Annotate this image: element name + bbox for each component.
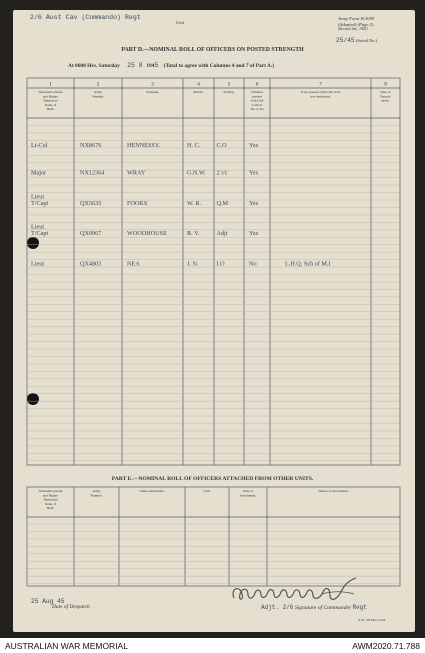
present-cell: No (249, 260, 257, 268)
total-note: (Total to agree with Columns 4 and 7 of Part A.) (163, 63, 275, 69)
number-cell: NX12364 (80, 169, 105, 177)
column-header-text: with Unit (250, 98, 264, 103)
rank-cell: T/Capt (31, 230, 49, 237)
unit-label: Unit (176, 20, 185, 25)
print-code: A.W. 3/6 Mar 12/44 (358, 618, 386, 622)
number-cell: NX8676 (80, 142, 102, 149)
serial-typed: 25/45 (336, 37, 355, 44)
column-header-text: Army (94, 90, 102, 94)
initials-cell: J. N. (187, 260, 199, 268)
rank-cell: T/Capt (31, 200, 49, 207)
initials-cell: R. V. (187, 230, 200, 237)
signature-line (261, 604, 367, 611)
caption-left: AUSTRALIAN WAR MEMORIAL (5, 641, 128, 651)
column-header-text: Substantive Rank (38, 489, 63, 493)
rank-cell: Lieut (31, 223, 45, 231)
employed-cell: L.H.Q. Sch of M.I (285, 260, 331, 268)
part-d-title: PART D.—NOMINAL ROLL OF OFFICERS ON POSTED STRENGTH (121, 47, 304, 53)
surname-cell: WOODHOUSE (127, 230, 167, 237)
initials-cell: W. R. (187, 200, 202, 207)
despatch-date-typed: 25 Aug 45 (31, 598, 65, 605)
initials-cell: G.N.W. (187, 169, 206, 177)
date-typed: 25 8 (127, 62, 147, 69)
column-header-text: Surname. (146, 90, 159, 94)
column-header-text: how employed. (310, 94, 331, 99)
despatch-label: Date of Despatch (52, 604, 90, 610)
posting-cell: C.O (216, 142, 227, 149)
rank-cell: Major (31, 169, 47, 177)
posting-cell: 2 i/c (216, 169, 228, 177)
column-header-text: Attachment. (239, 493, 257, 498)
posting-cell: Adjt (216, 230, 228, 237)
caption-right: AWM2020.71.788 (352, 641, 420, 651)
present-cell: Yes (249, 230, 259, 237)
column-header-text: Whether (251, 90, 263, 94)
rank-cell: Lieut (31, 260, 45, 268)
column-header-text: Rank, if (45, 102, 56, 107)
column-header-text: present (252, 94, 262, 99)
form-line: (Revised Jan., 1943) (338, 27, 368, 32)
year-text: 194 (146, 63, 155, 69)
surname-cell: HENNESSY. (127, 142, 161, 149)
column-header-text: Name and Initials. (139, 489, 165, 493)
present-cell: Yes (249, 200, 259, 207)
column-header-text: Detach- (380, 94, 391, 99)
initials-cell: H. C. (187, 142, 201, 149)
caption-bar (0, 638, 425, 653)
column-header-text: Rank, if (45, 501, 56, 506)
column-header-text: Temporary (43, 98, 58, 103)
column-header-text: Unit. (203, 489, 211, 493)
column-headers (39, 489, 349, 510)
posting-cell: I.O (216, 260, 225, 268)
column-header-text: Posting. (223, 90, 235, 94)
posting-cell: Q.M (216, 200, 229, 207)
column-header-text: Held. (46, 107, 55, 112)
column-header-text: Yes or No (250, 107, 264, 112)
column-header-text: Army (92, 489, 101, 493)
col-number: 6 (255, 81, 259, 88)
adjt-typed: Adjt. 2/6 (261, 604, 294, 611)
unit-typed: 2/6 Aust Cav (Commando) Regt (30, 14, 141, 21)
form-line: Army Form W.3009 (338, 16, 375, 21)
serial-label: (Serial No.) (355, 38, 378, 43)
col-number: 1 (49, 81, 52, 88)
column-header-text: and Higher (42, 493, 59, 498)
col-number: 8 (384, 81, 387, 88)
regt-typed: Regt (352, 604, 367, 611)
part-e-title: PART E.—NOMINAL ROLL OF OFFICERS ATTACHED FROM OTHER UNITS. (111, 476, 314, 482)
surname-cell: FOOKS (127, 200, 148, 207)
ruled-lines (27, 524, 399, 584)
surname-cell: NEA (127, 260, 140, 268)
at-text: At 0600 Hrs. Saturday (68, 63, 120, 69)
column-header-text: If not present with Unit, state (300, 90, 341, 94)
column-header-text: Number. (92, 94, 104, 99)
column-header-text: Date of (242, 489, 254, 493)
column-header-text: Contact (251, 102, 263, 107)
number-cell: QX4803 (80, 260, 102, 268)
col-number: 7 (319, 81, 322, 88)
form-line: (Adapted) (Page 2) (338, 21, 374, 27)
rank-cell: Lt-Col (31, 142, 48, 149)
number-cell: QX5635 (80, 200, 102, 207)
column-header-text: Nature of Attachment. (318, 489, 349, 493)
number-cell: QX9967 (80, 230, 102, 237)
year-typed: 5 (154, 62, 159, 69)
column-header-text: Substantive Rank (38, 90, 63, 94)
column-header-text: and Higher (42, 94, 59, 99)
column-header-text: Number. (90, 493, 103, 498)
col-number: 5 (227, 81, 231, 88)
column-header-text: Temporary (43, 497, 58, 502)
signature-label: Signature of Commander (294, 605, 352, 611)
column-header-text: Held. (46, 506, 55, 511)
present-cell: Yes (249, 169, 259, 177)
col-number: 4 (197, 81, 200, 88)
col-number: 2 (96, 81, 100, 88)
column-header-text: Initials. (193, 90, 204, 94)
present-cell: Yes (249, 142, 259, 149)
column-header-text: Date of (380, 90, 391, 94)
rank-cell: Lieut (31, 193, 45, 201)
col-number: 3 (151, 81, 154, 88)
column-header-text: ment. (381, 98, 390, 103)
surname-cell: WRAY (127, 169, 146, 177)
